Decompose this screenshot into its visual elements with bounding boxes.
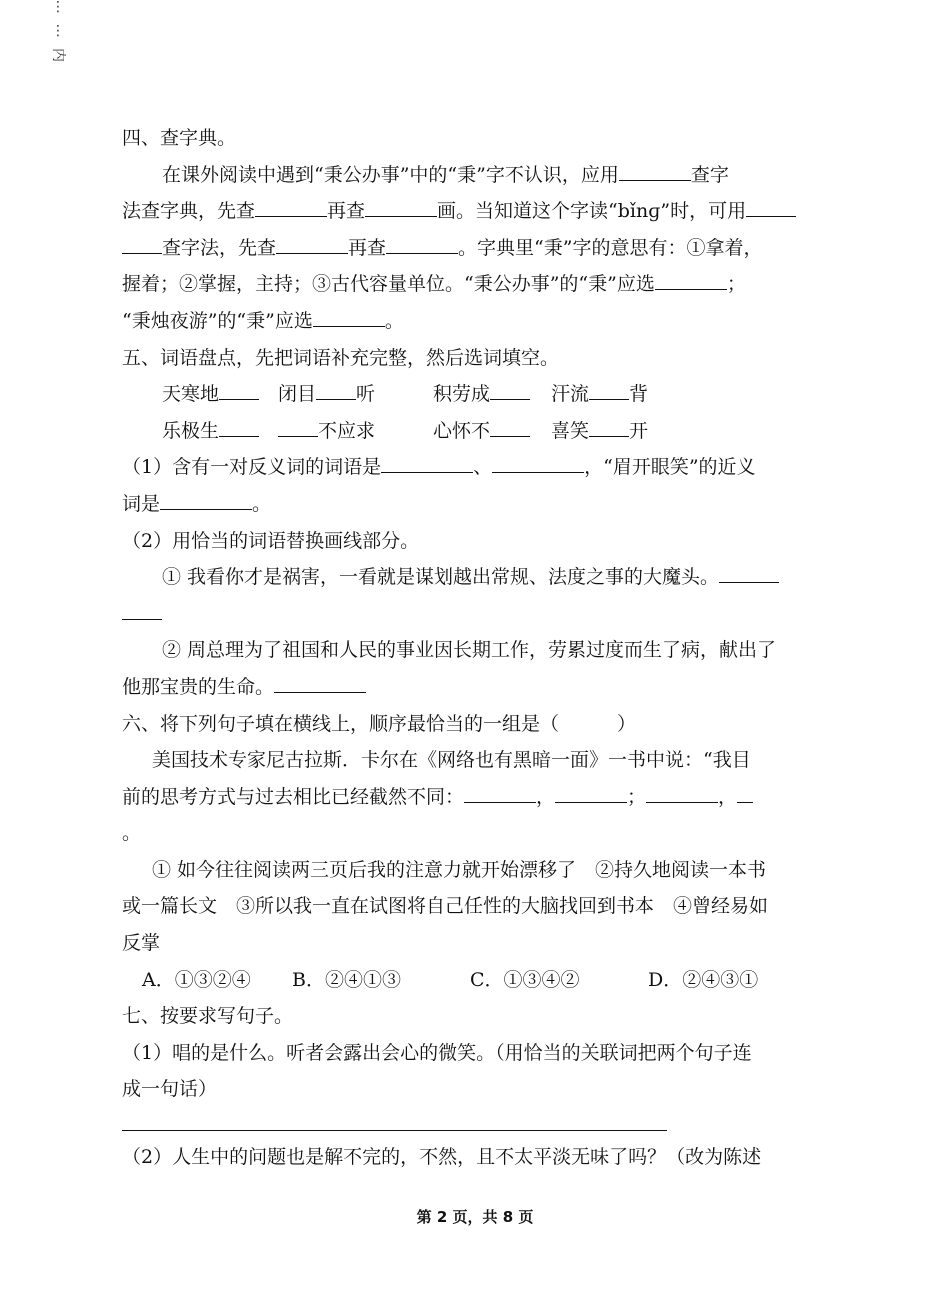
blank[interactable]	[316, 381, 356, 400]
text: ，“眉开眼笑”的近义	[584, 456, 756, 479]
page-footer: 第 2 页，共 8 页	[416, 1208, 534, 1226]
word-item	[162, 376, 278, 413]
question-line	[122, 559, 832, 596]
question-line	[122, 449, 832, 486]
blank[interactable]	[160, 491, 252, 510]
margin-dots-top: ⋮	[51, 0, 65, 15]
text: 背	[629, 383, 649, 406]
paragraph-line	[122, 779, 832, 816]
paragraph-line	[122, 157, 832, 194]
blank[interactable]	[646, 784, 718, 803]
page-content	[122, 120, 832, 1176]
text: 词是	[122, 492, 161, 515]
text: 乐极生	[162, 419, 220, 442]
text: ① 我看你才是祸害，一看就是谋划越出常规、法度之事的大魔头。	[162, 566, 720, 589]
word-item	[278, 413, 433, 450]
paragraph-line	[122, 230, 832, 267]
option-d[interactable]: D．②④③①	[648, 968, 759, 991]
question-line: ② 周总理为了祖国和人民的事业因长期工作，劳累过度而生了病，献出了	[162, 639, 777, 662]
question-line: （1）唱的是什么。听者会露出会心的微笑。（用恰当的关联词把两个句子连	[122, 1041, 752, 1064]
choice-line: ① 如今往往阅读两三页后我的注意力就开始漂移了 ②持久地阅读一本书	[152, 858, 767, 881]
text: ；	[726, 273, 746, 296]
text: 再查	[327, 200, 366, 223]
word-row-2	[122, 413, 832, 450]
text: 六、将下列句子填在横线上，顺序最恰当的一组是（	[122, 712, 560, 735]
blank[interactable]	[122, 601, 162, 620]
text: 天寒地	[162, 383, 220, 406]
text: 前的思考方式与过去相比已经截然不同：	[122, 785, 465, 808]
blank[interactable]	[619, 162, 691, 181]
word-item	[551, 376, 648, 413]
section-title: 四、查字典。	[122, 127, 237, 149]
section-vocabulary	[122, 340, 832, 706]
text: 积劳成	[433, 383, 491, 406]
blank[interactable]	[492, 454, 584, 473]
choice-line: 反掌	[122, 932, 161, 955]
blank[interactable]	[464, 784, 536, 803]
text: ；	[627, 785, 647, 808]
margin-dots-bottom: ⋮	[51, 23, 65, 39]
answer-line[interactable]	[122, 1108, 667, 1131]
blank[interactable]	[386, 235, 458, 254]
blank[interactable]	[555, 784, 627, 803]
blank[interactable]	[276, 235, 348, 254]
paragraph-line: 。	[122, 822, 142, 845]
text: 握着；②掌握，主持；③古代容量单位。“秉公办事”的“秉”应选	[122, 273, 655, 296]
choice-line: 或一篇长文 ③所以我一直在试图将自己任性的大脑找回到书本 ④曾经易如	[122, 895, 769, 918]
section-title: 七、按要求写句子。	[122, 1005, 294, 1028]
blank[interactable]	[255, 198, 327, 217]
blank[interactable]	[719, 564, 779, 583]
blank[interactable]	[737, 784, 753, 803]
question-line	[122, 596, 832, 633]
section-title	[122, 706, 832, 743]
blank[interactable]	[589, 418, 629, 437]
text: 不应求	[318, 419, 376, 442]
paragraph-line: 美国技术专家尼古拉斯．卡尔在《网络也有黑暗一面》一书中说：“我目	[152, 749, 751, 772]
word-row-1	[122, 376, 832, 413]
section-sentence-writing	[122, 998, 832, 1175]
question-line: 成一句话）	[122, 1078, 218, 1101]
option-b[interactable]: B．②④①③	[292, 968, 401, 991]
text: 开	[629, 419, 649, 442]
text: 法查字典，先查	[122, 200, 256, 223]
blank[interactable]	[219, 418, 259, 437]
blank[interactable]	[122, 235, 162, 254]
text: 查字法，先查	[162, 236, 277, 259]
text: ）	[617, 712, 637, 735]
text: 。	[252, 492, 272, 515]
blank[interactable]	[274, 674, 366, 693]
question-line	[122, 669, 832, 706]
text: 再查	[348, 236, 387, 259]
blank[interactable]	[365, 198, 437, 217]
word-item	[162, 413, 278, 450]
text: 。字典里“秉”字的意思有：①拿着，	[458, 236, 763, 259]
text: 他那宝贵的生命。	[122, 675, 275, 698]
question-line	[122, 486, 832, 523]
blank[interactable]	[278, 418, 318, 437]
blank[interactable]	[381, 454, 473, 473]
text: ，	[536, 785, 556, 808]
option-a[interactable]: A．①③②④	[142, 968, 251, 991]
paragraph-line	[122, 193, 832, 230]
text: 查字	[690, 163, 729, 186]
margin-char: 内	[50, 48, 66, 62]
text: 。	[384, 309, 404, 332]
text: 在课外阅读中遇到“秉公办事”中的“秉”字不认识，应用	[162, 163, 619, 186]
text: 闭目	[278, 383, 317, 406]
option-row	[122, 962, 832, 999]
blank[interactable]	[589, 381, 629, 400]
section-title: 五、词语盘点，先把词语补充完整，然后选词填空。	[122, 346, 560, 369]
text: “秉烛夜游”的“秉”应选	[122, 309, 313, 332]
text: ，	[718, 785, 738, 808]
text: 心怀不	[433, 419, 491, 442]
paragraph-line	[122, 303, 832, 340]
blank[interactable]	[655, 271, 727, 290]
binding-margin	[48, 0, 68, 62]
text: 画。当知道这个字读“bǐnɡ”时，可用	[437, 200, 747, 223]
blank[interactable]	[490, 418, 530, 437]
blank[interactable]	[313, 308, 385, 327]
text: 听	[356, 383, 376, 406]
question-line: （2）用恰当的词语替换画线部分。	[122, 529, 420, 552]
section-sentence-order	[122, 706, 832, 999]
blank[interactable]	[219, 381, 259, 400]
text: 、	[473, 456, 493, 479]
blank[interactable]	[746, 198, 796, 217]
option-c[interactable]: C．①③④②	[470, 968, 580, 991]
text: 汗流	[551, 383, 590, 406]
text: （1）含有一对反义词的词语是	[122, 456, 382, 479]
paragraph-line	[122, 266, 832, 303]
word-item	[278, 376, 433, 413]
text: 喜笑	[551, 419, 590, 442]
word-item	[433, 376, 551, 413]
question-line: （2）人生中的问题也是解不完的，不然，且不太平淡无味了吗？（改为陈述	[122, 1146, 762, 1169]
section-dictionary	[122, 120, 832, 340]
blank[interactable]	[490, 381, 530, 400]
word-item	[551, 413, 648, 450]
word-item	[433, 413, 551, 450]
